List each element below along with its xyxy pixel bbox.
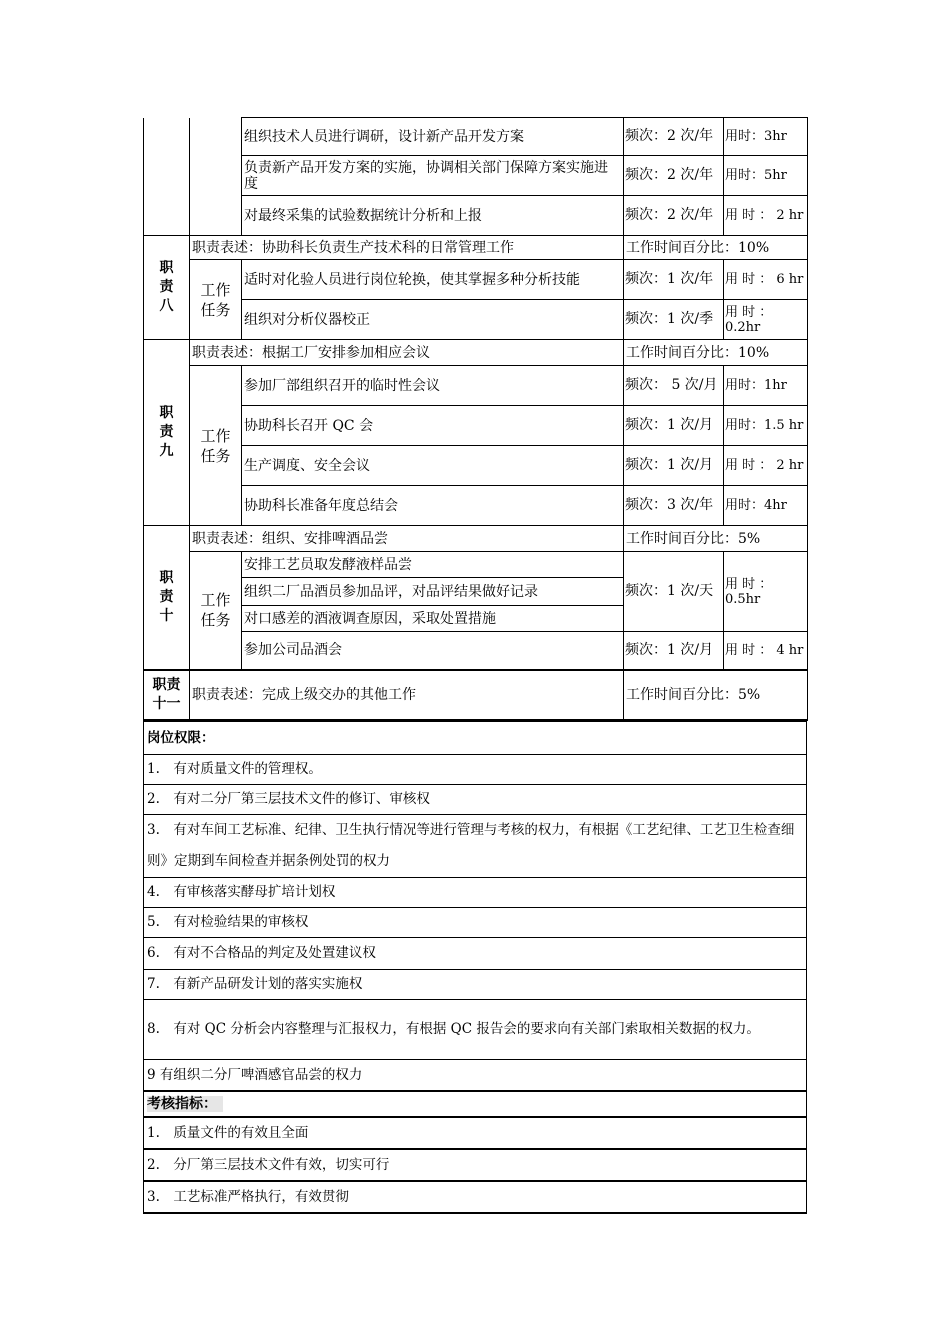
task-text: 协助科长准备年度总结会 bbox=[242, 486, 624, 526]
duties-table bbox=[143, 117, 808, 721]
task-text: 协助科长召开 QC 会 bbox=[242, 406, 624, 446]
duty10-description: 职责表述：组织、安排啤酒品尝 bbox=[190, 526, 624, 552]
table-row bbox=[144, 196, 808, 236]
task-text: 组织二厂品酒员参加品评，对品评结果做好记录 bbox=[242, 578, 624, 606]
duty9-label-text: 职责九 bbox=[159, 405, 174, 459]
duty10-label-text: 职责十 bbox=[159, 569, 174, 624]
task-frequency: 频次：1 次/天 bbox=[624, 552, 724, 632]
duty9-task-label bbox=[190, 366, 242, 526]
duty11-label bbox=[144, 670, 190, 720]
authority-item: 7. 有新产品研发计划的落实实施权 bbox=[144, 969, 807, 999]
duty8-label bbox=[144, 236, 190, 340]
table-row bbox=[144, 632, 808, 670]
task-text: 生产调度、安全会议 bbox=[242, 446, 624, 486]
task-frequency: 频次：2 次/年 bbox=[624, 196, 724, 236]
task-frequency: 频次：1 次/月 bbox=[624, 632, 724, 670]
authority-item: 8. 有对 QC 分析会内容整理与汇报权力，有根据 QC 报告会的要求向有关部门索取相关数据的权力。 bbox=[144, 999, 807, 1059]
duty11-percent: 工作时间百分比：5% bbox=[624, 670, 808, 720]
task-time: 用时：4hr bbox=[724, 486, 808, 526]
duty9-percent: 工作时间百分比：10% bbox=[624, 340, 808, 366]
table-row bbox=[144, 118, 808, 156]
authority-item: 6. 有对不合格品的判定及处置建议权 bbox=[144, 937, 807, 969]
authority-item: 5. 有对检验结果的审核权 bbox=[144, 907, 807, 937]
task-frequency: 频次：2 次/年 bbox=[624, 118, 724, 156]
assessment-item: 2. 分厂第三层技术文件有效，切实可行 bbox=[144, 1149, 807, 1181]
task-text: 对口感差的酒液调查原因，采取处置措施 bbox=[242, 606, 624, 632]
task-time: 用 时 ： 0.2hr bbox=[724, 300, 808, 340]
task-text: 负责新产品开发方案的实施，协调相关部门保障方案实施进度 bbox=[242, 156, 624, 196]
table-row bbox=[144, 670, 808, 720]
assessment-title: 考核指标： bbox=[147, 1096, 223, 1112]
task-time: 用时：1.5 hr bbox=[724, 406, 808, 446]
task-text: 对最终采集的试验数据统计分析和上报 bbox=[242, 196, 624, 236]
authority-item: 2. 有对二分厂第三层技术文件的修订、审核权 bbox=[144, 784, 807, 814]
task-time: 用时：5hr bbox=[724, 156, 808, 196]
duty9-description: 职责表述：根据工厂安排参加相应会议 bbox=[190, 340, 624, 366]
task-text: 适时对化验人员进行岗位轮换，使其掌握多种分析技能 bbox=[242, 260, 624, 300]
duty8-task-label-text: 工作任务 bbox=[200, 280, 231, 319]
task-time: 用 时 ： 2 hr bbox=[724, 196, 808, 236]
task-frequency: 频次：3 次/年 bbox=[624, 486, 724, 526]
duty9-task-label-text: 工作任务 bbox=[200, 426, 231, 465]
authority-item: 9 有组织二分厂啤酒感官品尝的权力 bbox=[144, 1059, 807, 1091]
task-text: 组织对分析仪器校正 bbox=[242, 300, 624, 340]
assessment-item: 1. 质量文件的有效且全面 bbox=[144, 1117, 807, 1149]
table-row bbox=[144, 552, 808, 578]
authority-table bbox=[143, 721, 807, 1215]
table-row bbox=[144, 260, 808, 300]
table-row bbox=[144, 340, 808, 366]
table-row bbox=[144, 721, 807, 754]
duty9-label bbox=[144, 340, 190, 526]
duty10-label bbox=[144, 526, 190, 670]
duty8-description: 职责表述：协助科长负责生产技术科的日常管理工作 bbox=[190, 236, 624, 260]
authority-item: 4. 有审核落实酵母扩培计划权 bbox=[144, 877, 807, 907]
task-frequency: 频次：2 次/年 bbox=[624, 156, 724, 196]
task-time: 用 时 ： 2 hr bbox=[724, 446, 808, 486]
duty10-percent: 工作时间百分比：5% bbox=[624, 526, 808, 552]
duty10-task-label bbox=[190, 552, 242, 670]
duty8-label-text: 职责八 bbox=[159, 260, 174, 314]
task-frequency: 频次：1 次/月 bbox=[624, 446, 724, 486]
job-description-page bbox=[143, 117, 807, 1214]
task-text: 参加公司品酒会 bbox=[242, 632, 624, 670]
authority-item: 3. 有对车间工艺标准、纪律、卫生执行情况等进行管理与考核的权力，有根据《工艺纪律、工艺卫生检查细则》定期到车间检查并据条例处罚的权力 bbox=[144, 814, 807, 877]
duty8-percent: 工作时间百分比：10% bbox=[624, 236, 808, 260]
duty11-label-text: 职责十一 bbox=[152, 676, 181, 712]
task-text: 组织技术人员进行调研，设计新产品开发方案 bbox=[242, 118, 624, 156]
duty10-task-label-text: 工作任务 bbox=[200, 591, 231, 630]
task-frequency: 频次：1 次/月 bbox=[624, 406, 724, 446]
assessment-title-cell bbox=[144, 1091, 807, 1117]
task-time: 用 时 ： 4 hr bbox=[724, 632, 808, 670]
task-text: 参加厂部组织召开的临时性会议 bbox=[242, 366, 624, 406]
task-frequency: 频次：1 次/季 bbox=[624, 300, 724, 340]
task-frequency: 频次：1 次/年 bbox=[624, 260, 724, 300]
task-label-cell bbox=[190, 118, 242, 236]
table-row bbox=[144, 236, 808, 260]
table-row bbox=[144, 300, 808, 340]
table-row bbox=[144, 446, 808, 486]
table-row bbox=[144, 366, 808, 406]
assessment-item: 3. 工艺标准严格执行，有效贯彻 bbox=[144, 1181, 807, 1213]
authority-title: 岗位权限： bbox=[144, 721, 807, 754]
task-time: 用 时 ： 6 hr bbox=[724, 260, 808, 300]
duty11-description: 职责表述：完成上级交办的其他工作 bbox=[190, 670, 624, 720]
table-row bbox=[144, 486, 808, 526]
task-text: 安排工艺员取发酵液样品尝 bbox=[242, 552, 624, 578]
table-row bbox=[144, 406, 808, 446]
task-time: 用时：1hr bbox=[724, 366, 808, 406]
table-row bbox=[144, 526, 808, 552]
task-time: 用时：3hr bbox=[724, 118, 808, 156]
duty8-task-label bbox=[190, 260, 242, 340]
authority-item: 1. 有对质量文件的管理权。 bbox=[144, 754, 807, 784]
table-row bbox=[144, 156, 808, 196]
task-time: 用 时 ： 0.5hr bbox=[724, 552, 808, 632]
duty-label-cell bbox=[144, 118, 190, 236]
task-frequency: 频次： 5 次/月 bbox=[624, 366, 724, 406]
